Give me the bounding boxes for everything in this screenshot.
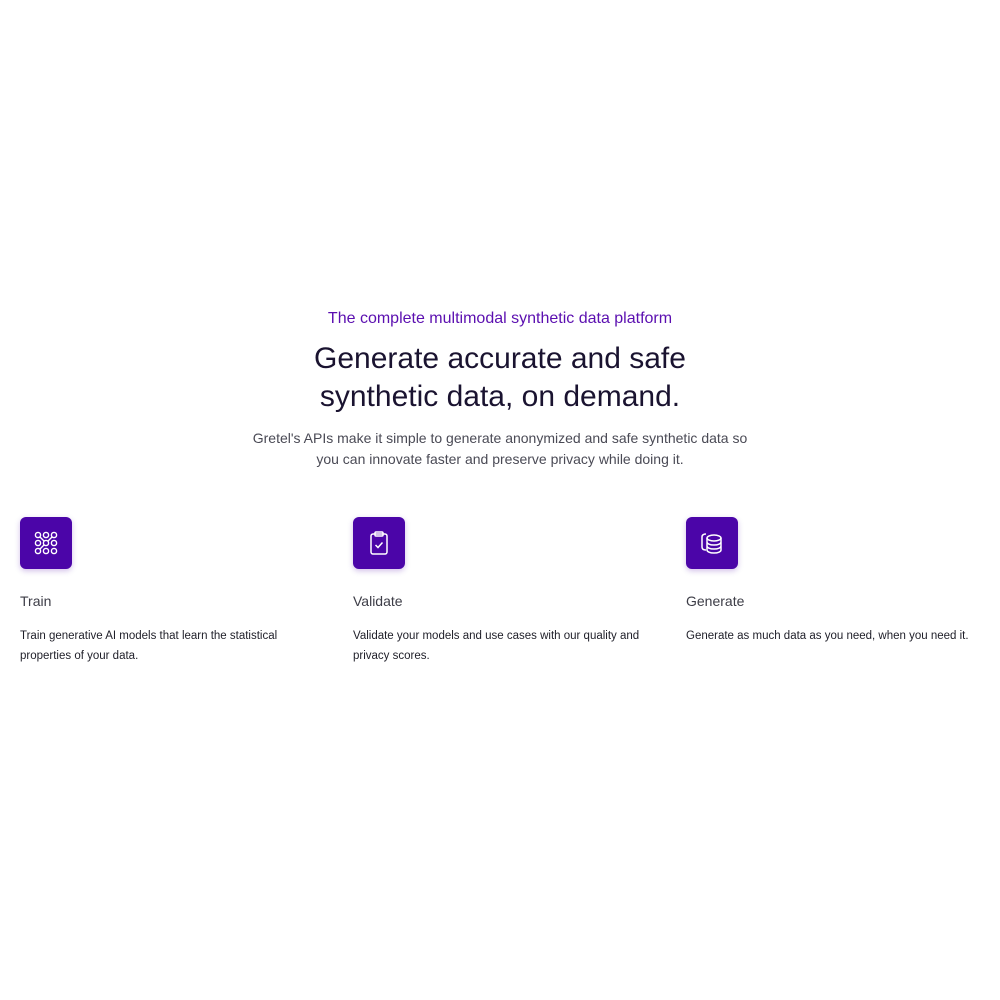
feature-title: Generate [686,593,745,609]
feature-description: Validate your models and use cases with our quality and privacy scores. [353,630,640,662]
network-nodes-icon [20,517,72,569]
database-stack-icon [686,517,738,569]
feature-card-validate [353,517,658,666]
hero-headline [0,340,1000,416]
feature-card-train [20,517,325,666]
feature-description: Train generative AI models that learn the statistical properties of your data. [20,630,278,662]
clipboard-check-icon [353,517,405,569]
hero-eyebrow: The complete multimodal synthetic data platform [327,310,673,327]
feature-description: Generate as much data as you need, when you need it. [686,630,969,642]
hero-description: Gretel's APIs make it simple to generate anonymized and safe synthetic data so you can innovate faster and preserve privacy while doing it. [252,430,748,467]
hero-section [0,308,1000,470]
feature-title: Validate [353,593,403,609]
headline-line-2: synthetic data, on demand. [319,380,681,413]
feature-title: Train [20,593,52,609]
feature-card-generate [686,517,991,646]
headline-line-1: Generate accurate and safe [314,342,686,375]
